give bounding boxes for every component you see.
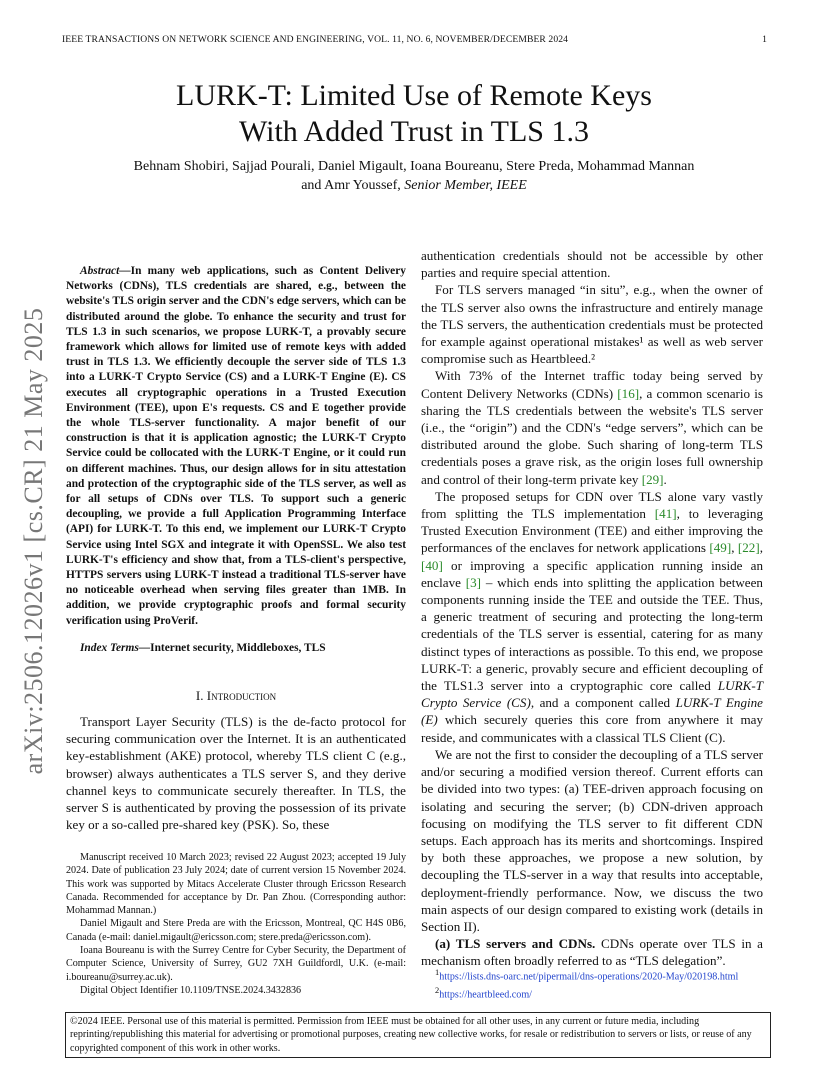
p5-lead: (a) TLS servers and CDNs. xyxy=(435,936,596,952)
footnote-link[interactable]: https://lists.dns-oarc.net/pipermail/dns-operations/2020-May/020198.html xyxy=(439,971,739,983)
footnote-1 xyxy=(421,966,763,984)
abstract xyxy=(66,264,406,629)
p3-text-e: or improving a specific application running inside an enclave xyxy=(421,557,763,590)
p3-text-d: , xyxy=(759,540,763,556)
abstract-label: Abstract— xyxy=(80,265,131,277)
footnote-mark: 2 xyxy=(435,985,440,995)
right-p5 xyxy=(421,935,763,969)
footnote-mark: 1 xyxy=(435,968,440,977)
index-terms-label: Index Terms— xyxy=(80,642,151,654)
citation-link[interactable]: [40] xyxy=(421,557,443,573)
note-ericsson: Daniel Migault and Stere Preda are with the Ericsson, Montreal, QC H4S 0B6, Canada (e-mail: daniel.migault@ericsson.com; stere.preda@ericsson.com). xyxy=(66,918,406,943)
authors-line2 xyxy=(60,176,768,195)
citation-link[interactable]: [49] xyxy=(709,540,732,556)
term-crypto-service: LURK-T Crypto Service (CS) xyxy=(421,678,763,711)
citation-link[interactable]: [16] xyxy=(617,385,640,401)
p3-text-b: , to leveraging Trusted Execution Environment (TEE) and either improving the performances of the enclaves for network applications xyxy=(421,506,763,556)
p2-text-c: . xyxy=(663,471,667,487)
citation-link[interactable]: [29] xyxy=(641,471,664,487)
abstract-text: In many web applications, such as Content Delivery Networks (CDNs), TLS credentials are shared, e.g., between the website's TLS origin server and the CDN's edge servers, which can be distributed around the globe. To enhance the security and trust for TLS 1.3 in such scenarios, we propose LURK-T, a provably secure framework which allows for limited use of remote keys with added trust in TLS 1.3. We efficiently decouple the server side of TLS 1.3 into a LURK-T Crypto Service (CS) and a LURK-T Engine (E). CS executes all cryptographic operations in a Trusted Execution Environment (TEE), upon E's requests. CS and E together provide the whole TLS-server functionality. A major benefit of our construction is that it is application agnostic; the LURK-T Crypto Service could be collocated with the LURK-T Engine, or it could run on different machines. Thus, our design allows for in situ attestation and protection of the cryptographic side of the TLS server, as well as for all setups of CDNs over TLS. To support such a generic decoupling, we provide a full Application Programming Interface (API) for LURK-T. To this end, we implement our LURK-T Crypto Service using Intel SGX and integrate it with OpenSSL. We also test LURK-T's efficiency and show that, from a TLS-client's perspective, HTTPS servers using LURK-T instead a traditional TLS-server have no noticeable overhead when serving files greater than 1MB. In addition, we provide cryptographic proofs and formal security verification using ProVerif. xyxy=(66,265,406,627)
p3-text-a: The proposed setups for CDN over TLS alone vary vastly from splitting the TLS implementation xyxy=(421,488,763,522)
citation-link[interactable]: [41] xyxy=(654,506,677,522)
intro-p1: Transport Layer Security (TLS) is the de-facto protocol for securing communication over the Internet. It is an authenticated key-establishment (AKE) protocol, whereby TLS client C (e.g., browser) always authenticates a TLS server S, and they derive channel keys to communicate securely thereafter. In TLS, the server S is authenticated by proving the possession of its private key or a so-called pre-shared key (PSK). So, these xyxy=(66,714,406,833)
p5-text: CDNs operate over TLS in a mechanism often broadly referred to as “TLS delegation”. xyxy=(421,936,763,969)
footnote-link[interactable]: https://heartbleed.com/ xyxy=(439,989,532,1001)
right-p4: We are not the first to consider the decoupling of a TLS server and/or securing a modified version thereof. Current efforts can be divided into two types: (a) TEE-driven approach focusing on isolating and securing the server; (b) CDN-driven approach focusing on modifying the TLS server to fit different CDN setups. Each approach has its merits and shortcomings. Inspired by both these approaches, we propose a new solution, by decoupling the TLS-server in a way that results into acceptable, deployment-friendly performance. Now, we discuss the two main aspects of our design compared to existing work (details in Section II). xyxy=(421,746,763,934)
note-surrey: Ioana Boureanu is with the Surrey Centre for Cyber Security, the Department of Computer Science, University of Surrey, GU2 7XH Guildfordl, U.K. (e-mail: i.boureanu@surrey.ac.uk). xyxy=(66,945,406,983)
p3-text-f: – which ends into splitting the application between components running inside the TEE and outside the TEE. Thus, a generic treatment of securing and protecting the long-term credentials of the TLS server is essential, catering for as many distinct types of interactions as possible. To this end, we propose LURK-T: a generic, provably secure and efficient decoupling of the TLS1.3 server into a cryptographic core called xyxy=(421,574,763,694)
arxiv-watermark xyxy=(4,296,64,786)
term-engine: LURK-T Engine (E) xyxy=(421,695,763,728)
p2-text-a: With 73% of the Internet traffic today being served by Content Delivery Networks (CDNs) xyxy=(421,368,763,401)
paper-title-line1: LURK-T: Limited Use of Remote Keys xyxy=(176,79,652,112)
note-doi: Digital Object Identifier 10.1109/TNSE.2024.3432836 xyxy=(80,984,302,996)
footnote-2 xyxy=(421,984,763,1002)
section-number: I. xyxy=(195,688,204,703)
authors-names: and Amr Youssef, xyxy=(301,178,401,193)
authors-line1: Behnam Shobiri, Sajjad Pourali, Daniel Migault, Ioana Boureanu, Stere Preda, Mohammad Mannan xyxy=(133,159,695,174)
copyright-notice: ©2024 IEEE. Personal use of this material is permitted. Permission from IEEE must be obtained for all other uses, in any current or future media, including reprinting/republishing this material for advertising or promotional purposes, creating new collective works, for resale or redistribution to servers or lists, or reuse of any copyrighted component of this work in other works. xyxy=(65,1012,771,1058)
index-terms xyxy=(66,641,406,656)
running-header xyxy=(62,34,767,45)
author-list xyxy=(60,157,768,195)
right-p1: For TLS servers managed “in situ”, e.g., when the owner of the TLS server also owns the infrastructure and entirely manage the TLS servers, the authentication credentials must be protected for example against operational mistakes¹ as well as web server compromise such as Heartbleed.² xyxy=(421,282,763,367)
manuscript-note xyxy=(66,851,406,997)
right-p2 xyxy=(421,367,763,487)
right-p3 xyxy=(421,488,763,746)
citation-link[interactable]: [3] xyxy=(465,574,482,590)
journal-name: IEEE TRANSACTIONS ON NETWORK SCIENCE AND ENGINEERING, VOL. 11, NO. 6, NOVEMBER/DECEMBER 2024 xyxy=(62,34,569,45)
section-heading xyxy=(66,687,406,704)
p2-text-b: , a common scenario is sharing the TLS credentials between the website's TLS server (i.e., the “origin”) and the CDN's “edge servers”, which can be distributed around the globe. Such sharing of long-term TLS credentials poses a grave risk, as the origin loses full ownership and control of their long-term private key xyxy=(421,385,763,487)
index-terms-text: Internet security, Middleboxes, TLS xyxy=(150,642,326,654)
intro-paragraph xyxy=(66,713,406,833)
note-received: Manuscript received 10 March 2023; revised 22 August 2023; accepted 19 July 2024. Date of publication 23 July 2024; date of current version 15 November 2024. This work was supported by Mitacs Accelerate Cluster through Ericsson Research Canada. Recommended for acceptance by Dr. Pan Zhou. (Corresponding author: Mohammad Mannan.) xyxy=(66,852,406,917)
arxiv-id: arXiv:2506.12026v1 [cs.CR] 21 May 2025 xyxy=(19,307,48,775)
footnotes xyxy=(421,966,763,1001)
right-column xyxy=(421,247,763,970)
p3-text-c: , xyxy=(731,540,738,556)
right-p0: authentication credentials should not be accessible by other parties and require special attention. xyxy=(421,248,763,281)
author-role: Senior Member, IEEE xyxy=(404,178,527,193)
section-title: Introduction xyxy=(206,688,277,703)
page-number: 1 xyxy=(762,34,767,45)
p3-text-g: , and a component called xyxy=(530,695,676,711)
p3-text-h: which securely queries this core from anywhere it may reside, and communicates with a classical TLS Client (C). xyxy=(421,712,763,745)
citation-link[interactable]: [22] xyxy=(737,540,760,556)
paper-title-line2: With Added Trust in TLS 1.3 xyxy=(239,115,589,148)
